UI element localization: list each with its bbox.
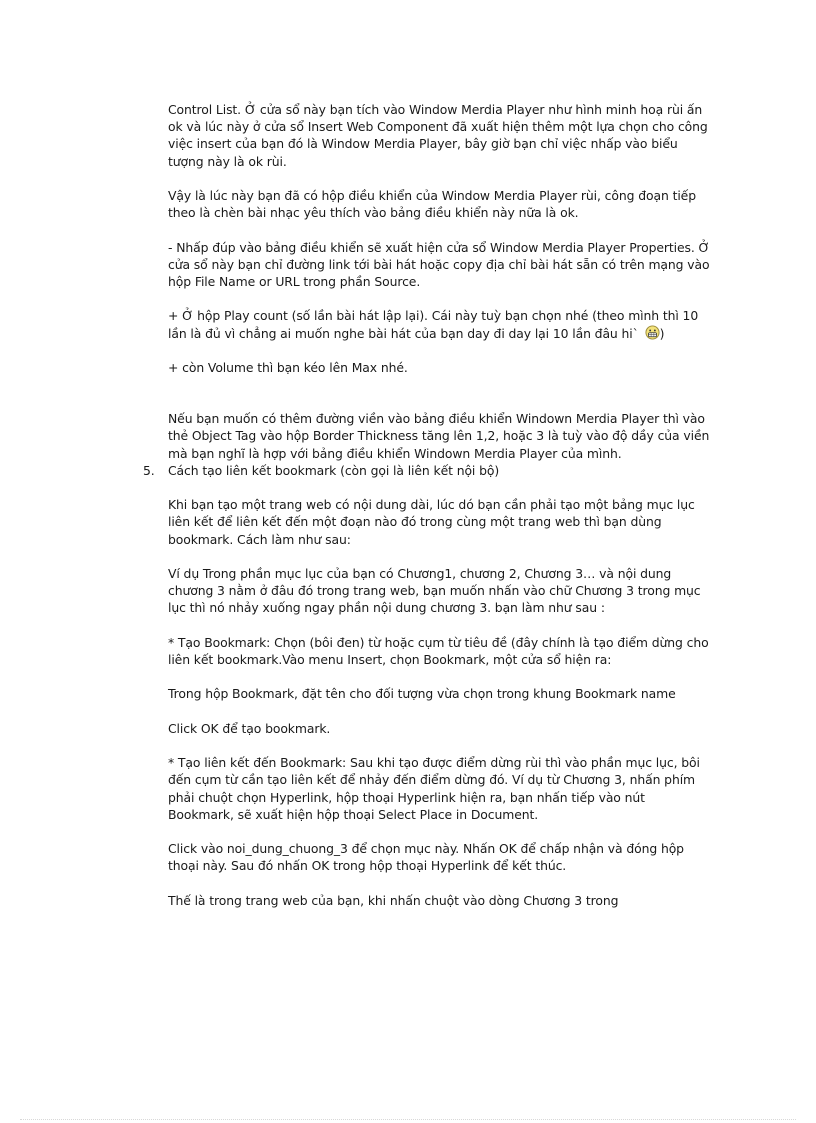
grinning-emoticon-icon	[645, 325, 660, 340]
paragraph-text-end: )	[659, 325, 665, 341]
paragraph-text: + Ở hộp Play count (số lần bài hát lập lại). Cái này tuỳ bạn chọn nhé (theo mình thì 10 lần là đủ vì chẳng ai muốn nghe bài hát của bạn day đi day lại 10 lần đâu hi`	[168, 308, 699, 341]
paragraph: * Tạo liên kết đến Bookmark: Sau khi tạo được điểm dừng rùi thì vào phần mục lục, bôi đến cụm từ cần tạo liên kết để nhảy đến điểm dừng đó. Ví dụ từ Chương 3, nhấn phím phải chuột chọn Hyperlink, hộp thoại Hyperlink hiện ra, bạn nhấn tiếp vào nút Bookmark, sẽ xuất hiện hộp thoại Select Place in Document.	[168, 755, 700, 822]
paragraph: Thế là trong trang web của bạn, khi nhấn chuột vào dòng Chương 3 trong	[168, 892, 619, 908]
paragraph: Khi bạn tạo một trang web có nội dung dài, lúc dó bạn cần phải tạo một bảng mục lục liên kết để liên kết đến một đoạn nào đó trong cùng một trang web thì bạn dùng bookmark. Cách làm như sau:	[168, 497, 695, 547]
paragraph-play-count	[168, 307, 713, 341]
paragraph: Control List. Ở cửa sổ này bạn tích vào Window Merdia Player như hình minh hoạ rùi ấn ok và lúc này ở cửa sổ Insert Web Component đã xuất hiện thêm một lựa chọn cho công việc insert của bạn đó là Window Merdia Player, bây giờ bạn chỉ việc nhấp vào biểu tượng này là ok rùi.	[168, 102, 708, 169]
paragraph: Ví dụ Trong phần mục lục của bạn có Chương1, chương 2, Chương 3… và nội dung chương 3 nằm ở đâu đó trong trang web, bạn muốn nhấn vào chữ Chương 3 trong mục lục thì nó nhảy xuống ngay phần nội dung chương 3. bạn làm như sau :	[168, 565, 701, 616]
section-5-heading	[143, 462, 713, 479]
paragraph: Trong hộp Bookmark, đặt tên cho đối tượng vừa chọn trong khung Bookmark name	[168, 686, 676, 702]
paragraph: * Tạo Bookmark: Chọn (bôi đen) từ hoặc cụm từ tiêu đề (đây chính là tạo điểm dừng cho liên kết bookmark.Vào menu Insert, chọn Bookmark, một cửa sổ hiện ra:	[168, 634, 709, 667]
paragraph: Click vào noi_dung_chuong_3 để chọn mục này. Nhấn OK để chấp nhận và đóng hộp thoại này. Sau đó nhấn OK trong hộp thoại Hyperlink để kết thúc.	[168, 841, 684, 874]
section-heading-text: Cách tạo liên kết bookmark (còn gọi là liên kết nội bộ)	[168, 462, 500, 478]
paragraph: Click OK để tạo bookmark.	[168, 720, 331, 736]
paragraph: Vậy là lúc này bạn đã có hộp điều khiển của Window Merdia Player rùi, công đoạn tiếp theo là chèn bài nhạc yêu thích vào bảng điều khiển này nữa là ok.	[168, 188, 696, 221]
paragraph: + còn Volume thì bạn kéo lên Max nhé.	[168, 359, 408, 375]
paragraph: Nếu bạn muốn có thêm đường viền vào bảng điều khiển Windown Merdia Player thì vào thẻ Object Tag vào hộp Border Thickness tăng lên 1,2, hoặc 3 là tuỳ vào độ dầy của viền mà bạn nghĩ là hợp với bảng điều khiển Windown Merdia Player của mình.	[168, 411, 710, 461]
paragraph: - Nhấp đúp vào bảng điều khiển sẽ xuất hiện cửa sổ Window Merdia Player Properties. Ở cửa sổ này bạn chỉ đường link tới bài hát hoặc copy địa chỉ bài hát sẵn có trên mạng vào hộp File Name or URL trong phần Source.	[168, 239, 710, 289]
page-bottom-divider	[20, 1119, 796, 1120]
document-body	[143, 101, 713, 926]
list-number: 5.	[143, 462, 155, 478]
